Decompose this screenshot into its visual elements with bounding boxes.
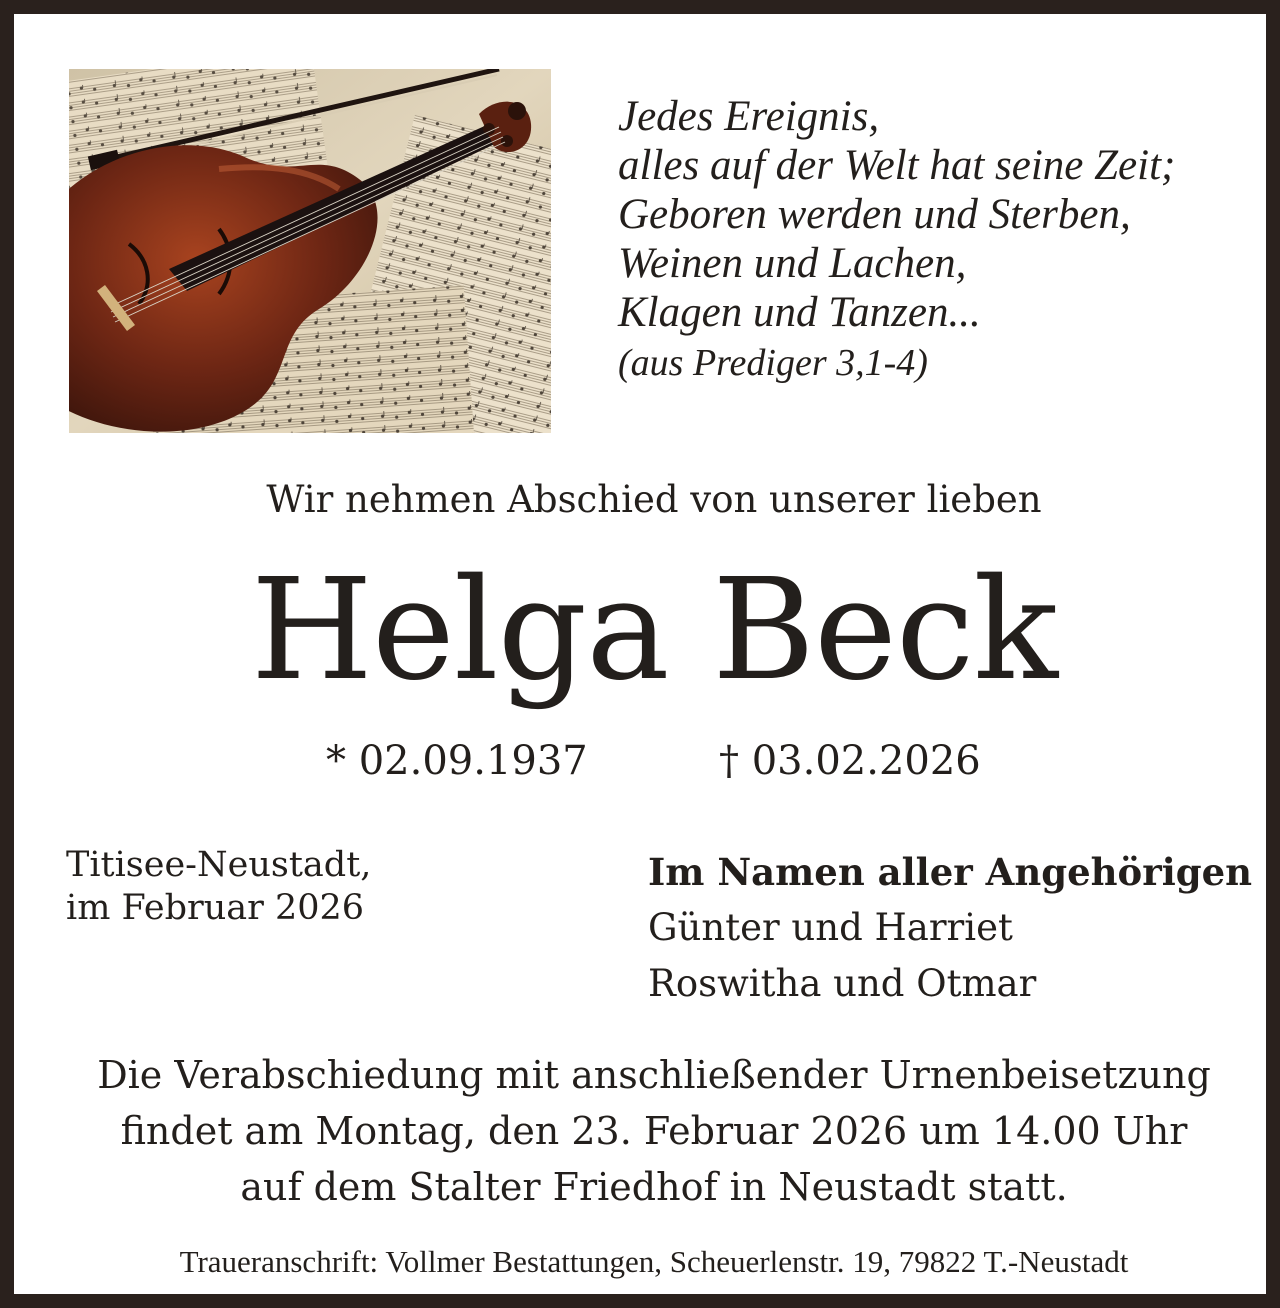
ceremony-line: Die Verabschiedung mit anschließender Urnenbeisetzung bbox=[97, 1053, 1211, 1097]
ceremony-line: auf dem Stalter Friedhof in Neustadt statt. bbox=[240, 1165, 1068, 1209]
family-member: Günter und Harriet bbox=[648, 906, 1013, 949]
family-signature bbox=[648, 844, 1252, 1012]
death-date: † 03.02.2026 bbox=[719, 738, 981, 784]
violin-photo bbox=[69, 69, 551, 433]
family-member: Roswitha und Otmar bbox=[648, 962, 1037, 1005]
deceased-name: Helga Beck bbox=[250, 549, 1058, 712]
intro-text: Wir nehmen Abschied von unserer lieben bbox=[266, 478, 1042, 521]
poem-line: Klagen und Tanzen... bbox=[618, 289, 981, 336]
date-line: im Februar 2026 bbox=[66, 888, 365, 928]
poem-line: Geboren werden und Sterben, bbox=[618, 191, 1131, 238]
place-and-date bbox=[66, 844, 371, 930]
place-line: Titisee-Neustadt, bbox=[66, 845, 372, 885]
mourning-address: Traueranschrift: Vollmer Bestattungen, Scheuerlenstr. 19, 79822 T.-Neustadt bbox=[179, 1244, 1129, 1279]
poem-line: Weinen und Lachen, bbox=[618, 240, 967, 287]
family-heading: Im Namen aller Angehörigen bbox=[648, 850, 1253, 894]
poem-line: alles auf der Welt hat seine Zeit; bbox=[618, 142, 1176, 189]
ceremony-line: findet am Montag, den 23. Februar 2026 um 14.00 Uhr bbox=[120, 1109, 1188, 1153]
violin-illustration bbox=[69, 69, 551, 433]
poem-quote bbox=[618, 92, 1258, 388]
ceremony-info bbox=[14, 1047, 1280, 1215]
birth-date: * 02.09.1937 bbox=[326, 738, 588, 784]
poem-line: Jedes Ereignis, bbox=[618, 93, 880, 140]
poem-source: (aus Prediger 3,1-4) bbox=[618, 342, 928, 384]
